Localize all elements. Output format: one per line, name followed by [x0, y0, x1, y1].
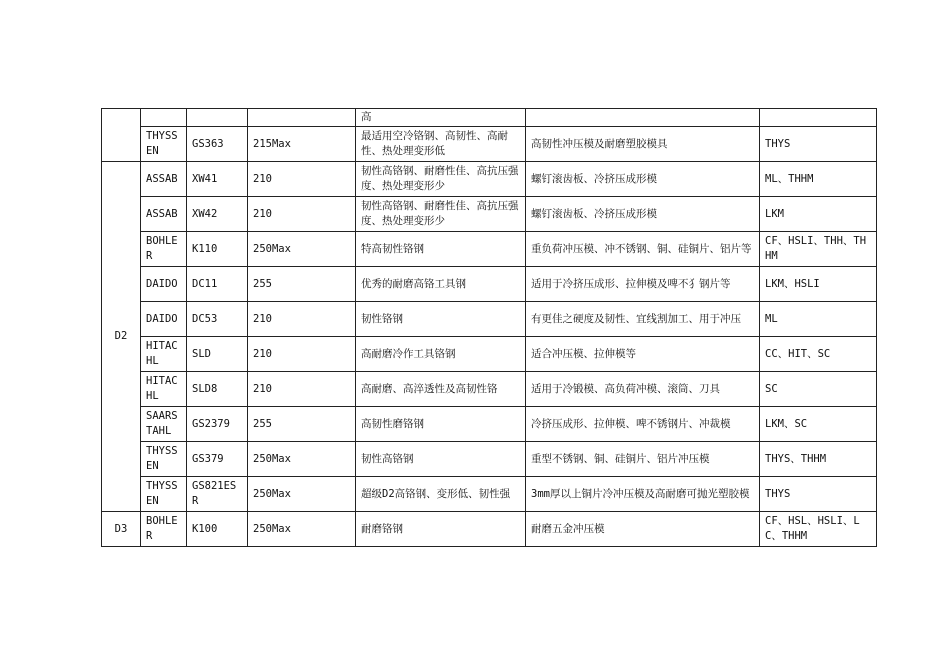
supplier-cell: CF、HSL、HSLI、LC、THHM [760, 512, 877, 547]
description-cell: 高耐磨、高淬透性及高韧性铬 [356, 372, 526, 407]
hardness-cell: 210 [248, 372, 356, 407]
brand-cell: ASSAB [141, 197, 187, 232]
table-row [102, 477, 877, 512]
description-cell: 韧性铬钢 [356, 302, 526, 337]
brand-cell: SAARSTAHL [141, 407, 187, 442]
table-row [102, 197, 877, 232]
brand-cell: ASSAB [141, 162, 187, 197]
supplier-cell: THYS [760, 477, 877, 512]
code-cell: XW42 [187, 197, 248, 232]
code-cell: XW41 [187, 162, 248, 197]
hardness-cell: 210 [248, 337, 356, 372]
supplier-cell [760, 109, 877, 127]
code-cell: GS821ESR [187, 477, 248, 512]
usage-cell: 重型不锈钢、铜、硅铜片、铝片冲压模 [526, 442, 760, 477]
hardness-cell: 250Max [248, 442, 356, 477]
grade-cell [102, 109, 141, 162]
table-row [102, 232, 877, 267]
description-cell: 特高韧性铬钢 [356, 232, 526, 267]
hardness-cell: 250Max [248, 232, 356, 267]
table-row [102, 162, 877, 197]
usage-cell: 高韧性冲压模及耐磨塑胶模具 [526, 127, 760, 162]
table-row [102, 127, 877, 162]
usage-cell: 适用于冷锻模、高负荷冲模、滚筒、刀具 [526, 372, 760, 407]
table-row [102, 442, 877, 477]
brand-cell: DAIDO [141, 267, 187, 302]
usage-cell: 螺钉滚齿板、冷挤压成形模 [526, 197, 760, 232]
hardness-cell: 215Max [248, 127, 356, 162]
brand-cell: THYSSEN [141, 442, 187, 477]
grade-cell: D2 [102, 162, 141, 512]
description-cell: 高 [356, 109, 526, 127]
usage-cell: 耐磨五金冲压模 [526, 512, 760, 547]
code-cell: DC11 [187, 267, 248, 302]
code-cell: GS379 [187, 442, 248, 477]
usage-cell: 3mm厚以上铜片冷冲压模及高耐磨可抛光塑胶模 [526, 477, 760, 512]
steel-grade-table [101, 108, 877, 547]
hardness-cell: 255 [248, 267, 356, 302]
code-cell: DC53 [187, 302, 248, 337]
code-cell [187, 109, 248, 127]
supplier-cell: CF、HSLI、THH、THHM [760, 232, 877, 267]
supplier-cell: THYS、THHM [760, 442, 877, 477]
usage-cell: 螺钉滚齿板、冷挤压成形模 [526, 162, 760, 197]
code-cell: GS363 [187, 127, 248, 162]
description-cell: 超级D2高铬钢、变形低、韧性强 [356, 477, 526, 512]
table-row [102, 407, 877, 442]
supplier-cell: ML、THHM [760, 162, 877, 197]
table-row [102, 512, 877, 547]
brand-cell: HITACHL [141, 337, 187, 372]
hardness-cell: 210 [248, 197, 356, 232]
hardness-cell: 255 [248, 407, 356, 442]
supplier-cell: THYS [760, 127, 877, 162]
code-cell: SLD [187, 337, 248, 372]
code-cell: K100 [187, 512, 248, 547]
supplier-cell: CC、HIT、SC [760, 337, 877, 372]
table-row [102, 267, 877, 302]
hardness-cell: 250Max [248, 477, 356, 512]
brand-cell: BOHLER [141, 232, 187, 267]
grade-cell: D3 [102, 512, 141, 547]
hardness-cell: 250Max [248, 512, 356, 547]
table-row [102, 337, 877, 372]
brand-cell: THYSSEN [141, 127, 187, 162]
supplier-cell: ML [760, 302, 877, 337]
brand-cell: HITACHL [141, 372, 187, 407]
brand-cell: THYSSEN [141, 477, 187, 512]
usage-cell: 冷挤压成形、拉伸模、啤不锈钢片、冲裁模 [526, 407, 760, 442]
supplier-cell: SC [760, 372, 877, 407]
supplier-cell: LKM、SC [760, 407, 877, 442]
code-cell: K110 [187, 232, 248, 267]
hardness-cell: 210 [248, 302, 356, 337]
usage-cell: 适合冲压模、拉伸模等 [526, 337, 760, 372]
hardness-cell [248, 109, 356, 127]
description-cell: 高耐磨冷作工具铬钢 [356, 337, 526, 372]
description-cell: 耐磨铬钢 [356, 512, 526, 547]
usage-cell [526, 109, 760, 127]
table-row [102, 372, 877, 407]
usage-cell: 重负荷冲压模、冲不锈钢、铜、硅铜片、铝片等 [526, 232, 760, 267]
description-cell: 高韧性磨铬钢 [356, 407, 526, 442]
usage-cell: 适用于冷挤压成形、拉伸模及啤不犭钢片等 [526, 267, 760, 302]
code-cell: SLD8 [187, 372, 248, 407]
description-cell: 韧性高铬钢、耐磨性佳、高抗压强度、热处理变形少 [356, 162, 526, 197]
brand-cell: BOHLER [141, 512, 187, 547]
description-cell: 最适用空冷铬钢、高韧性、高耐性、热处理变形低 [356, 127, 526, 162]
description-cell: 优秀的耐磨高铬工具钢 [356, 267, 526, 302]
description-cell: 韧性高铬钢、耐磨性佳、高抗压强度、热处理变形少 [356, 197, 526, 232]
table-row [102, 302, 877, 337]
supplier-cell: LKM、HSLI [760, 267, 877, 302]
brand-cell [141, 109, 187, 127]
table-row [102, 109, 877, 127]
code-cell: GS2379 [187, 407, 248, 442]
description-cell: 韧性高铬钢 [356, 442, 526, 477]
supplier-cell: LKM [760, 197, 877, 232]
brand-cell: DAIDO [141, 302, 187, 337]
usage-cell: 有更佳之硬度及韧性、宜线割加工、用于冲压 [526, 302, 760, 337]
hardness-cell: 210 [248, 162, 356, 197]
